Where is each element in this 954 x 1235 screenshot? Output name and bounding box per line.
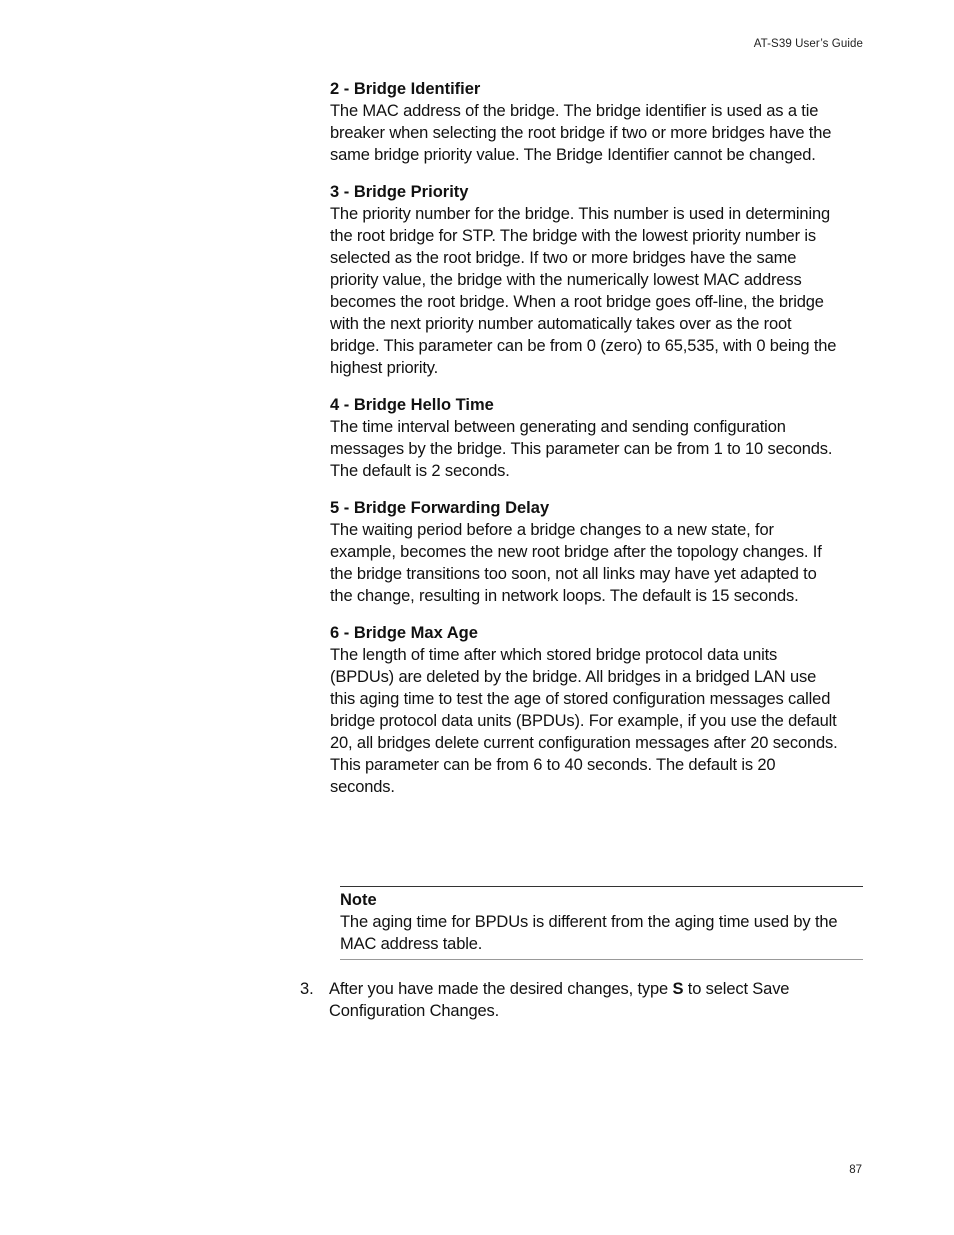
page-number: 87 xyxy=(849,1164,862,1176)
step-text xyxy=(329,978,840,1022)
param-bridge-priority xyxy=(330,181,840,379)
parameter-list xyxy=(330,78,840,813)
param-description: The length of time after which stored bridge protocol data units (BPDUs) are deleted by the bridge. All bridges in a bridged LAN use this aging time to test the age of stored configuration messages called bridge protocol data units (BPDUs). For example, if you use the default 20, all bridges delete current configuration messages after 20 seconds. This parameter can be from 6 to 40 seconds. The default is 20 seconds. xyxy=(330,646,838,796)
param-title: 3 - Bridge Priority xyxy=(330,183,469,201)
step-item xyxy=(300,978,840,1022)
param-title: 5 - Bridge Forwarding Delay xyxy=(330,499,550,517)
note-text: The aging time for BPDUs is different from the aging time used by the MAC address table. xyxy=(340,913,838,953)
running-header: AT-S39 User’s Guide xyxy=(753,38,863,50)
param-title: 4 - Bridge Hello Time xyxy=(330,396,494,414)
step-text-before: After you have made the desired changes, type xyxy=(329,980,673,998)
param-description: The priority number for the bridge. This number is used in determining the root bridge for STP. The bridge with the lowest priority number is selected as the root bridge. If two or more bridges have the same priority value, the bridge with the numerically lowest MAC address becomes the root bridge. When a root bridge goes off-line, the bridge with the next priority number automatically takes over as the root bridge. This parameter can be from 0 (zero) to 65,535, with 0 being the highest priority. xyxy=(330,205,837,377)
param-description: The waiting period before a bridge changes to a new state, for example, becomes the new root bridge after the topology changes. If the bridge transitions too soon, not all links may have yet adapted to the change, resulting in network loops. The default is 15 seconds. xyxy=(330,521,822,605)
param-bridge-hello-time xyxy=(330,394,840,482)
param-title: 6 - Bridge Max Age xyxy=(330,624,478,642)
param-bridge-max-age xyxy=(330,622,840,798)
step-text-after: to select Save Configuration Changes. xyxy=(329,980,790,1020)
note-box xyxy=(340,886,863,960)
param-title: 2 - Bridge Identifier xyxy=(330,80,481,98)
param-bridge-forwarding-delay xyxy=(330,497,840,607)
param-description: The MAC address of the bridge. The bridge identifier is used as a tie breaker when selecting the root bridge if two or more bridges have the same bridge priority value. The Bridge Identifier cannot be changed. xyxy=(330,102,832,164)
step-number: 3. xyxy=(300,980,314,998)
note-title: Note xyxy=(340,891,377,909)
param-description: The time interval between generating and sending configuration messages by the bridge. This parameter can be from 1 to 10 seconds. The default is 2 seconds. xyxy=(330,418,833,480)
param-bridge-identifier xyxy=(330,78,840,166)
step-key: S xyxy=(672,980,684,998)
